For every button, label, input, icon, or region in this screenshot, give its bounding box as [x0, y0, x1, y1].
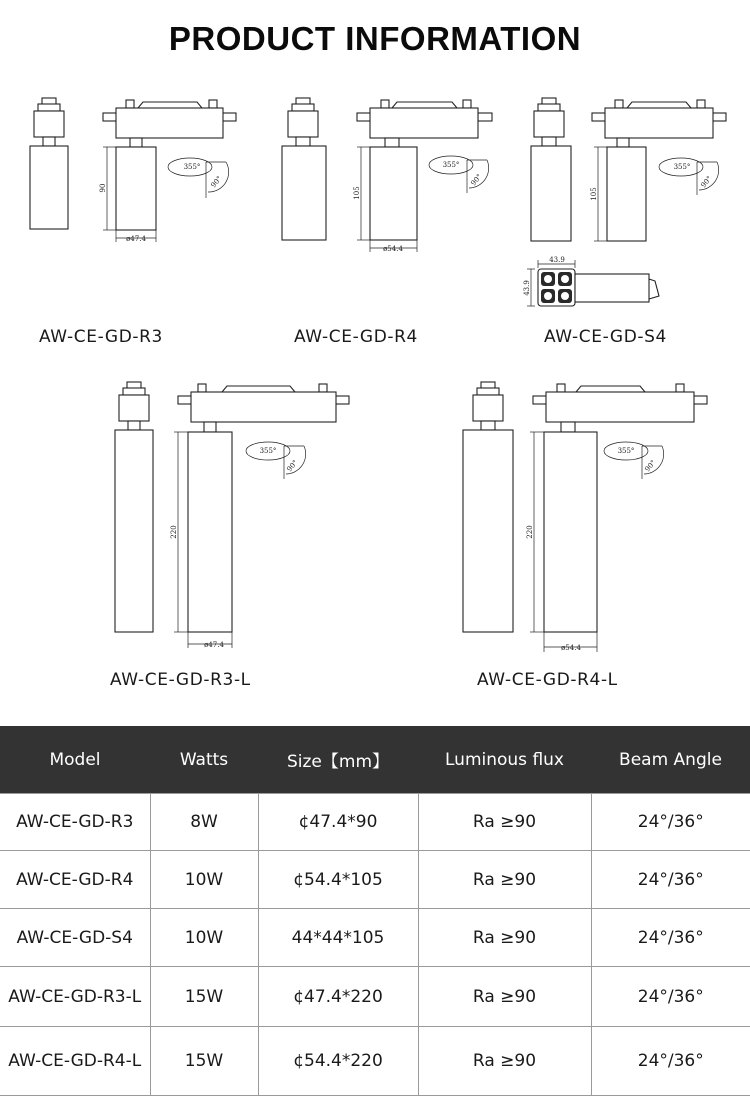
model-label-r4: AW-CE-GD-R4	[294, 327, 418, 347]
drawing-r4-front	[282, 98, 326, 240]
drawing-r3-front	[30, 98, 68, 229]
svg-text:355°: 355°	[183, 163, 201, 171]
drawing-r3l-rotation	[246, 442, 306, 479]
drawing-s4-side	[590, 100, 726, 241]
r4l-height-label: 220	[526, 525, 534, 539]
spec-table	[0, 726, 750, 1096]
cell-watts: 15W	[150, 1027, 258, 1096]
drawing-r3l-side	[170, 384, 349, 649]
cell-model: AW-CE-GD-R4	[0, 851, 150, 909]
r3-height-label: 90	[99, 183, 107, 193]
svg-text:90°: 90°	[209, 174, 224, 190]
drawing-r4-side	[353, 100, 492, 253]
s4-height-label: 105	[590, 187, 598, 201]
spec-table-header	[0, 726, 750, 794]
svg-text:90°: 90°	[285, 458, 300, 474]
cell-luminous-flux: Ra ≥90	[418, 851, 591, 909]
cell-size: ¢54.4*105	[258, 851, 418, 909]
header-model: Model	[0, 726, 150, 794]
cell-watts: 15W	[150, 967, 258, 1027]
cell-beam-angle: 24°/36°	[591, 967, 750, 1027]
header-size: Size【mm】	[258, 726, 418, 794]
table-row	[0, 909, 750, 967]
cell-size: ¢47.4*90	[258, 794, 418, 851]
cell-beam-angle: 24°/36°	[591, 1027, 750, 1096]
drawing-s4-top-view	[523, 256, 659, 306]
drawing-r3-rotation	[168, 158, 229, 198]
cell-model: AW-CE-GD-S4	[0, 909, 150, 967]
header-luminous-flux: Luminous flux	[418, 726, 591, 794]
cell-size: ¢54.4*220	[258, 1027, 418, 1096]
cell-beam-angle: 24°/36°	[591, 909, 750, 967]
drawing-r4-rotation	[429, 156, 489, 193]
header-watts: Watts	[150, 726, 258, 794]
drawing-s4-rotation	[659, 158, 719, 195]
drawing-r4l-rotation	[604, 442, 664, 479]
cell-model: AW-CE-GD-R4-L	[0, 1027, 150, 1096]
model-label-s4: AW-CE-GD-S4	[544, 327, 667, 347]
drawing-s4-front	[531, 98, 571, 241]
r4l-diameter-label: ø54.4	[561, 644, 581, 652]
cell-watts: 8W	[150, 794, 258, 851]
cell-model: AW-CE-GD-R3	[0, 794, 150, 851]
model-label-r4-l: AW-CE-GD-R4-L	[477, 670, 618, 690]
s4-depth-label: 43.9	[523, 280, 531, 296]
svg-text:355°: 355°	[442, 161, 460, 169]
svg-text:90°: 90°	[643, 458, 658, 474]
r3l-diameter-label: ø47.4	[204, 641, 224, 649]
r4-height-label: 105	[353, 186, 361, 200]
svg-text:355°: 355°	[617, 447, 635, 455]
drawing-r4l-side	[526, 384, 707, 652]
r3-diameter-label: ø47.4	[126, 235, 146, 243]
cell-beam-angle: 24°/36°	[591, 794, 750, 851]
cell-luminous-flux: Ra ≥90	[418, 794, 591, 851]
svg-text:355°: 355°	[259, 447, 277, 455]
r4-diameter-label: ø54.4	[383, 245, 403, 253]
svg-text:355°: 355°	[673, 163, 691, 171]
table-row	[0, 794, 750, 851]
s4-width-label: 43.9	[549, 256, 565, 264]
cell-beam-angle: 24°/36°	[591, 851, 750, 909]
drawing-r3-side	[99, 100, 236, 243]
cell-size: 44*44*105	[258, 909, 418, 967]
cell-model: AW-CE-GD-R3-L	[0, 967, 150, 1027]
table-row	[0, 1027, 750, 1096]
svg-text:90°: 90°	[469, 172, 484, 188]
cell-luminous-flux: Ra ≥90	[418, 909, 591, 967]
header-beam-angle: Beam Angle	[591, 726, 750, 794]
cell-luminous-flux: Ra ≥90	[418, 967, 591, 1027]
cell-watts: 10W	[150, 909, 258, 967]
model-label-r3: AW-CE-GD-R3	[39, 327, 163, 347]
table-row	[0, 851, 750, 909]
drawing-r3l-front	[115, 382, 153, 632]
cell-luminous-flux: Ra ≥90	[418, 1027, 591, 1096]
model-label-r3-l: AW-CE-GD-R3-L	[110, 670, 251, 690]
cell-watts: 10W	[150, 851, 258, 909]
r3l-height-label: 220	[170, 525, 178, 539]
page-title: PRODUCT INFORMATION	[168, 20, 582, 57]
drawing-r4l-front	[463, 382, 513, 632]
table-row	[0, 967, 750, 1027]
cell-size: ¢47.4*220	[258, 967, 418, 1027]
svg-text:90°: 90°	[699, 174, 714, 190]
